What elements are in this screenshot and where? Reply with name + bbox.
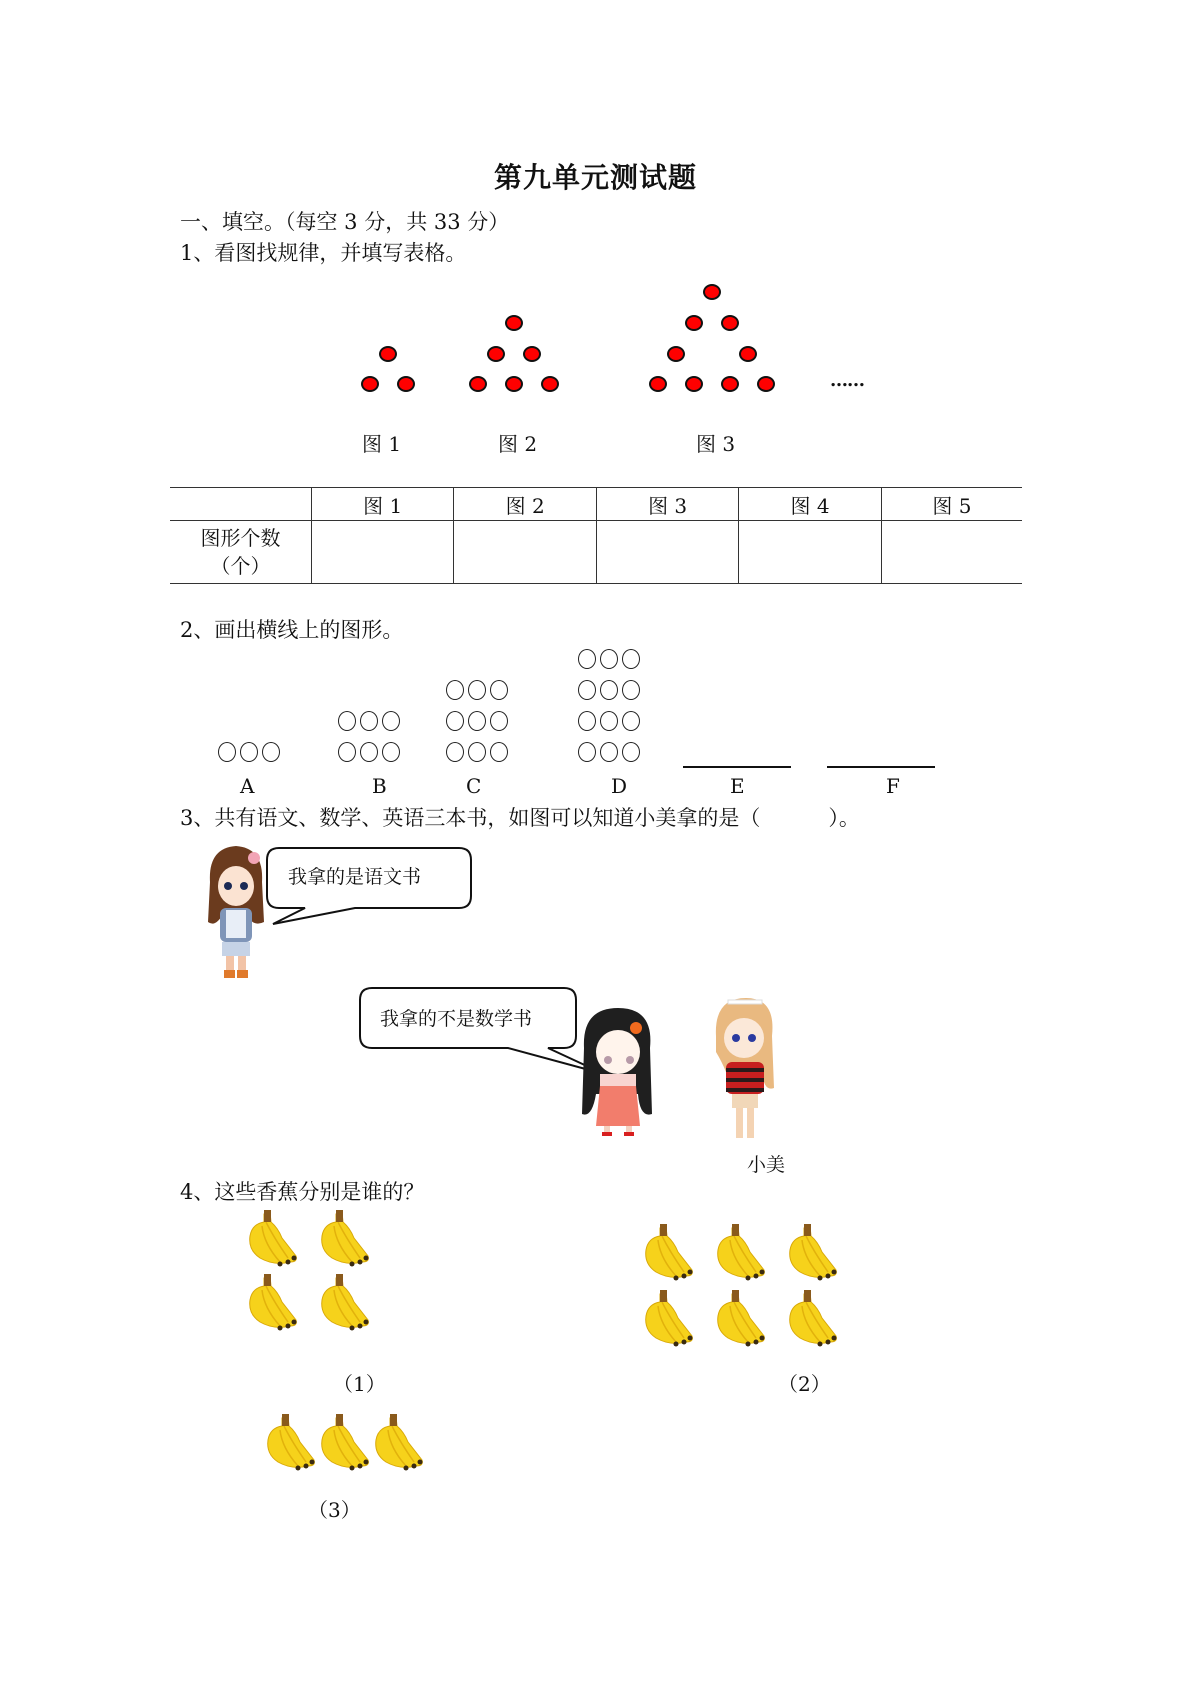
xiaomei-name-label: 小美 xyxy=(747,1154,786,1176)
banana-bunch-icon xyxy=(370,1412,426,1474)
banana-bunch-icon xyxy=(316,1208,372,1270)
table-header-cell: 图 4 xyxy=(739,488,881,521)
answer-line-f[interactable] xyxy=(827,766,935,768)
group-label-a: A xyxy=(240,774,255,798)
banana-group-3-label: （3） xyxy=(308,1498,361,1522)
circle-icon xyxy=(468,680,486,700)
group-label-f: F xyxy=(886,774,900,798)
banana-bunch-icon xyxy=(640,1222,696,1284)
ring-row xyxy=(578,649,644,673)
circle-icon xyxy=(446,711,464,731)
ring-row xyxy=(446,742,512,766)
girl-black-hair-illustration xyxy=(578,1004,656,1138)
circle-icon xyxy=(360,711,378,731)
speech-bubble-2-shape xyxy=(358,986,608,1076)
circle-icon xyxy=(446,680,464,700)
row-label xyxy=(170,521,312,584)
figure-2-label: 图 2 xyxy=(498,432,538,456)
ellipsis: …… xyxy=(830,370,864,391)
ring-row xyxy=(446,680,512,704)
circle-icon xyxy=(262,742,280,762)
section-heading: 一、填空。（每空 3 分，共 33 分） xyxy=(180,210,510,234)
banana-bunch-icon xyxy=(316,1272,372,1334)
question-4-prompt: 4、这些香蕉分别是谁的？ xyxy=(180,1180,425,1204)
speech-bubble-1-text: 我拿的是语文书 xyxy=(288,866,422,888)
circle-icon xyxy=(338,711,356,731)
circle-icon xyxy=(490,742,508,762)
circle-icon xyxy=(622,649,640,669)
table-header-cell: 图 1 xyxy=(312,488,454,521)
question-2-prompt: 2、画出横线上的图形。 xyxy=(180,618,404,642)
answer-cell-fig3[interactable] xyxy=(596,521,738,584)
circle-icon xyxy=(578,742,596,762)
page-title: 第九单元测试题 xyxy=(493,161,697,194)
table-header-row xyxy=(170,488,1022,521)
answer-cell-fig1[interactable] xyxy=(312,521,454,584)
question-3-end: ）。 xyxy=(828,806,860,830)
row-label-line1: 图形个数 xyxy=(200,526,281,550)
banana-bunch-icon xyxy=(244,1208,300,1270)
ring-row xyxy=(578,680,644,704)
circle-icon xyxy=(600,680,618,700)
circle-icon xyxy=(446,742,464,762)
ring-row xyxy=(338,742,404,766)
ring-row xyxy=(446,711,512,735)
circle-icon xyxy=(600,711,618,731)
ring-row xyxy=(578,711,644,735)
table-header-cell: 图 5 xyxy=(881,488,1022,521)
answer-line-e[interactable] xyxy=(683,766,791,768)
table-row xyxy=(170,521,1022,584)
circle-icon xyxy=(600,742,618,762)
circle-icon xyxy=(600,649,618,669)
circle-icon xyxy=(622,711,640,731)
circle-icon xyxy=(338,742,356,762)
circle-icon xyxy=(360,742,378,762)
banana-group-1-label: （1） xyxy=(333,1372,386,1396)
circle-icon xyxy=(382,711,400,731)
ring-row xyxy=(578,742,644,766)
banana-group-2-label: （2） xyxy=(778,1372,831,1396)
circle-icon xyxy=(490,680,508,700)
banana-bunch-icon xyxy=(784,1288,840,1350)
banana-bunch-icon xyxy=(784,1222,840,1284)
banana-bunch-icon xyxy=(712,1288,768,1350)
question-3-prompt xyxy=(180,806,860,830)
banana-bunch-icon xyxy=(262,1412,318,1474)
answer-cell-fig5[interactable] xyxy=(881,521,1022,584)
question-1-prompt: 1、看图找规律，并填写表格。 xyxy=(180,241,467,265)
group-label-d: D xyxy=(611,774,628,798)
table-header-cell: 图 3 xyxy=(596,488,738,521)
answer-cell-fig4[interactable] xyxy=(739,521,881,584)
banana-bunch-icon xyxy=(640,1288,696,1350)
row-label-line2: （个） xyxy=(210,554,271,578)
group-label-e: E xyxy=(730,774,745,798)
group-label-b: B xyxy=(372,774,387,798)
ring-row xyxy=(338,711,404,735)
girl-brown-hair-illustration xyxy=(202,842,268,982)
banana-bunch-icon xyxy=(244,1272,300,1334)
circle-icon xyxy=(578,680,596,700)
table-header-cell xyxy=(170,488,312,521)
circle-icon xyxy=(578,711,596,731)
circle-icon xyxy=(622,742,640,762)
ring-row xyxy=(218,742,284,766)
pattern-table xyxy=(170,487,1022,584)
xiaomei-illustration xyxy=(710,992,780,1142)
circle-icon xyxy=(622,680,640,700)
question-3-text: 3、共有语文、数学、英语三本书，如图可以知道小美拿的是（ xyxy=(180,806,761,830)
circle-icon xyxy=(240,742,258,762)
figure-3-label: 图 3 xyxy=(696,432,736,456)
group-label-c: C xyxy=(466,774,482,798)
circle-icon xyxy=(490,711,508,731)
table-header-cell: 图 2 xyxy=(454,488,596,521)
circle-icon xyxy=(468,742,486,762)
circle-icon xyxy=(382,742,400,762)
banana-bunch-icon xyxy=(712,1222,768,1284)
figure-1-label: 图 1 xyxy=(362,432,402,456)
circle-icon xyxy=(578,649,596,669)
speech-bubble-2-text: 我拿的不是数学书 xyxy=(380,1008,533,1030)
answer-cell-fig2[interactable] xyxy=(454,521,596,584)
circle-icon xyxy=(468,711,486,731)
circle-icon xyxy=(218,742,236,762)
banana-bunch-icon xyxy=(316,1412,372,1474)
